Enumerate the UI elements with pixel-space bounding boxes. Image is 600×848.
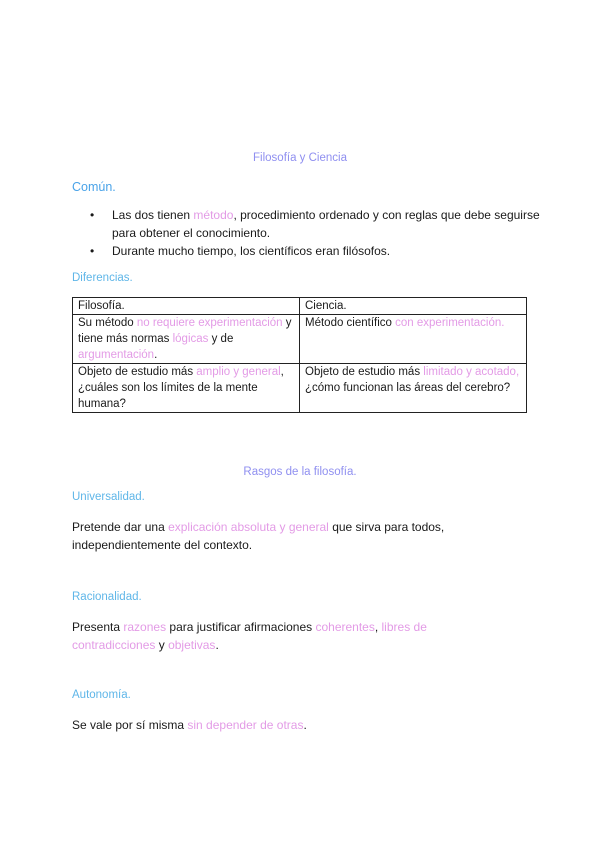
heading-comun: Común.: [72, 180, 116, 194]
heading-racionalidad: Racionalidad.: [72, 591, 142, 603]
heading-universalidad: Universalidad.: [72, 491, 145, 503]
list-item: • Durante mucho tiempo, los científicos eran filósofos.: [90, 244, 391, 258]
table-row: [73, 364, 527, 413]
bullet-marker: •: [90, 244, 95, 258]
section-title-filosofia-ciencia: Filosofía y Ciencia: [253, 152, 347, 164]
table-row: [73, 315, 527, 364]
autonomia-paragraph: Se vale por sí misma sin depender de otras.: [72, 718, 307, 732]
list-item: • Las dos tienen método, procedimiento ordenado y con reglas que debe seguirse para obtener el conocimiento.: [90, 208, 540, 240]
cell-ciencia-objeto: Objeto de estudio más limitado y acotado, ¿cómo funcionan las áreas del cerebro?: [300, 364, 527, 413]
cell-filosofia-objeto: Objeto de estudio más amplio y general, ¿cuáles son los límites de la mente humana?: [73, 364, 300, 413]
table-header-row: [73, 298, 527, 315]
bullet-marker: •: [90, 208, 95, 222]
racionalidad-paragraph: Presenta razones para justificar afirmaciones coherentes, libres de contradicciones y objetivas.: [72, 620, 427, 652]
section-title-rasgos: Rasgos de la filosofía.: [243, 466, 357, 478]
header-filosofia: Filosofía.: [73, 298, 300, 315]
cell-filosofia-metodo: Su método no requiere experimentación y tiene más normas lógicas y de argumentación.: [73, 315, 300, 364]
common-points-list: [72, 206, 552, 260]
universalidad-paragraph: Pretende dar una explicación absoluta y general que sirva para todos, independientemente del contexto.: [72, 520, 445, 552]
heading-autonomia: Autonomía.: [72, 689, 131, 701]
highlight: método: [193, 208, 234, 222]
header-ciencia: Ciencia.: [300, 298, 527, 315]
comparison-table: [72, 297, 527, 413]
cell-ciencia-metodo: Método científico con experimentación.: [300, 315, 527, 364]
heading-diferencias: Diferencias.: [72, 272, 133, 284]
